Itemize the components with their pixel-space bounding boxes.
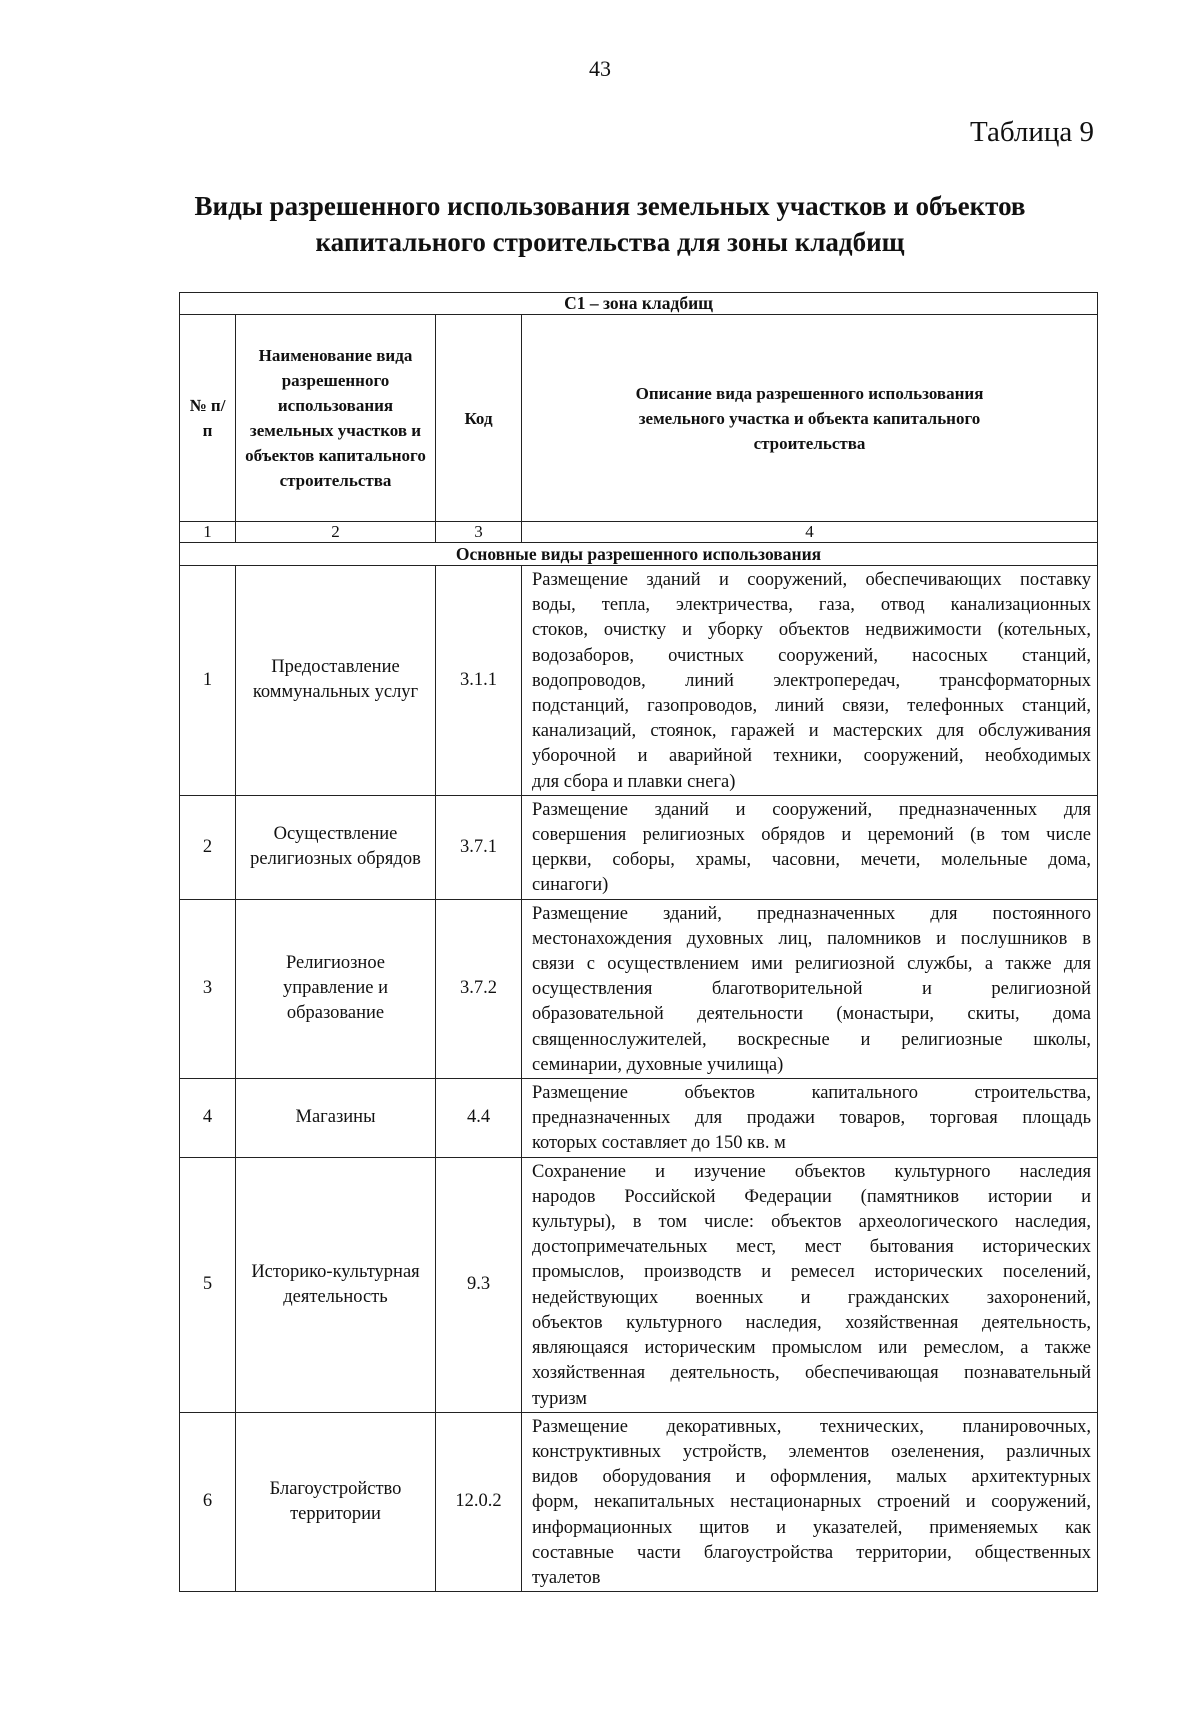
section-title: Основные виды разрешенного использования — [180, 543, 1098, 566]
table-label: Таблица 9 — [969, 116, 1094, 148]
table-row — [180, 1079, 1098, 1158]
description-line: туалетов — [532, 1567, 601, 1588]
row-description — [522, 795, 1098, 899]
description-line: образовательной деятельности (монастыри, скиты, дома — [532, 1004, 1092, 1025]
table-row — [180, 795, 1098, 899]
column-number: 4 — [522, 522, 1098, 543]
page-number: 43 — [589, 56, 611, 81]
description-line: форм, некапитальных нестационарных строений и сооружений, — [532, 1492, 1092, 1513]
title-line: Виды разрешенного использования земельных участков и объектов — [194, 191, 1026, 221]
row-description — [522, 1412, 1098, 1591]
row-code: 3.7.1 — [436, 795, 522, 899]
header-num: № п/п — [180, 315, 236, 522]
title-line: капитального строительства для зоны кладбищ — [315, 227, 905, 257]
row-name: Религиозное управление и образование — [236, 899, 436, 1078]
land-use-table — [179, 292, 1098, 1592]
column-number: 1 — [180, 522, 236, 543]
row-code: 9.3 — [436, 1157, 522, 1412]
document-title — [130, 188, 1090, 260]
description-line: церкви, соборы, храмы, часовни, мечети, молельные дома, — [532, 850, 1092, 871]
description-line: недействующих военных и гражданских захоронений, — [532, 1287, 1092, 1308]
row-number: 1 — [180, 566, 236, 796]
description-line: народов Российской Федерации (памятников истории и — [532, 1186, 1092, 1207]
description-line: Размещение зданий и сооружений, обеспечивающих поставку — [532, 570, 1092, 590]
description-line: достопримечательных мест, мест бытования исторических — [532, 1237, 1092, 1258]
column-number: 3 — [436, 522, 522, 543]
column-number: 2 — [236, 522, 436, 543]
description-line: Размещение декоративных, технических, планировочных, — [532, 1416, 1092, 1437]
description-line: подстанций, газопроводов, линий связи, телефонных станций, — [532, 696, 1092, 717]
description-line: семинарии, духовные училища) — [532, 1054, 784, 1075]
row-code: 4.4 — [436, 1079, 522, 1158]
row-code: 3.1.1 — [436, 566, 522, 796]
row-description — [522, 566, 1098, 796]
description-line: промыслов, производств и ремесел исторических поселений, — [532, 1262, 1092, 1283]
row-code: 12.0.2 — [436, 1412, 522, 1591]
description-line: которых составляет до 150 кв. м — [532, 1133, 786, 1154]
description-line: связи с осуществлением ими религиозной службы, а также для — [532, 954, 1092, 975]
header-name: Наименование вида разрешенного использования земельных участков и объектов капитального строительства — [236, 315, 436, 522]
description-line: священнослужителей, воскресные и религиозные школы, — [532, 1029, 1092, 1050]
row-name: Благоустройство территории — [236, 1412, 436, 1591]
description-line: Размещение зданий и сооружений, предназначенных для — [532, 799, 1092, 820]
description-line: являющаяся историческим промыслом или ремеслом, а также — [532, 1338, 1092, 1359]
description-line: хозяйственная деятельность, обеспечивающая познавательный — [532, 1363, 1092, 1384]
description-line: совершения религиозных обрядов и церемоний (в том числе — [532, 825, 1092, 846]
row-number: 3 — [180, 899, 236, 1078]
description-line: культуры), в том числе: объектов археологического наследия, — [532, 1212, 1092, 1233]
description-line: видов оборудования и оформления, малых архитектурных — [532, 1467, 1092, 1488]
description-line: водопроводов, линий электропередач, трансформаторных — [532, 670, 1092, 691]
description-line: Размещение объектов капитального строительства, — [532, 1083, 1092, 1104]
description-line: Сохранение и изучение объектов культурного наследия — [532, 1161, 1092, 1182]
table-row — [180, 1412, 1098, 1591]
row-number: 5 — [180, 1157, 236, 1412]
description-line: туризм — [532, 1388, 587, 1409]
description-line: осуществления благотворительной и религиозной — [532, 979, 1092, 1000]
description-line: для сбора и плавки снега) — [532, 771, 736, 792]
description-line: конструктивных устройств, элементов озеленения, различных — [532, 1441, 1092, 1462]
table-row — [180, 899, 1098, 1078]
description-line: информационных щитов и указателей, применяемых как — [532, 1517, 1092, 1538]
description-line: синагоги) — [532, 875, 609, 896]
header-code: Код — [436, 315, 522, 522]
description-line: объектов культурного наследия, хозяйственная деятельность, — [532, 1312, 1092, 1333]
description-line: уборочной и аварийной техники, сооружений, необходимых — [532, 746, 1092, 767]
table-row — [180, 566, 1098, 796]
row-name: Осуществление религиозных обрядов — [236, 795, 436, 899]
zone-header: С1 – зона кладбищ — [180, 293, 1098, 315]
row-name: Магазины — [236, 1079, 436, 1158]
row-description — [522, 899, 1098, 1078]
description-line: водозаборов, очистных сооружений, насосных станций, — [532, 645, 1092, 666]
row-name: Предоставление коммунальных услуг — [236, 566, 436, 796]
description-line: канализаций, стоянок, гаражей и мастерских для обслуживания — [532, 721, 1092, 742]
row-name: Историко-культурная деятельность — [236, 1157, 436, 1412]
row-description — [522, 1157, 1098, 1412]
description-line: местонахождения духовных лиц, паломников и послушников в — [532, 928, 1092, 949]
table-row — [180, 1157, 1098, 1412]
row-description — [522, 1079, 1098, 1158]
description-line: воды, тепла, электричества, газа, отвод канализационных — [532, 595, 1092, 616]
row-code: 3.7.2 — [436, 899, 522, 1078]
description-line: составные части благоустройства территории, общественных — [532, 1542, 1092, 1563]
header-description: Описание вида разрешенного использования земельного участка и объекта капитального строительства — [522, 315, 1098, 522]
row-number: 2 — [180, 795, 236, 899]
description-line: Размещение зданий, предназначенных для постоянного — [532, 903, 1092, 924]
description-line: стоков, очистку и уборку объектов недвижимости (котельных, — [532, 620, 1092, 641]
row-number: 4 — [180, 1079, 236, 1158]
row-number: 6 — [180, 1412, 236, 1591]
description-line: предназначенных для продажи товаров, торговая площадь — [532, 1108, 1092, 1129]
